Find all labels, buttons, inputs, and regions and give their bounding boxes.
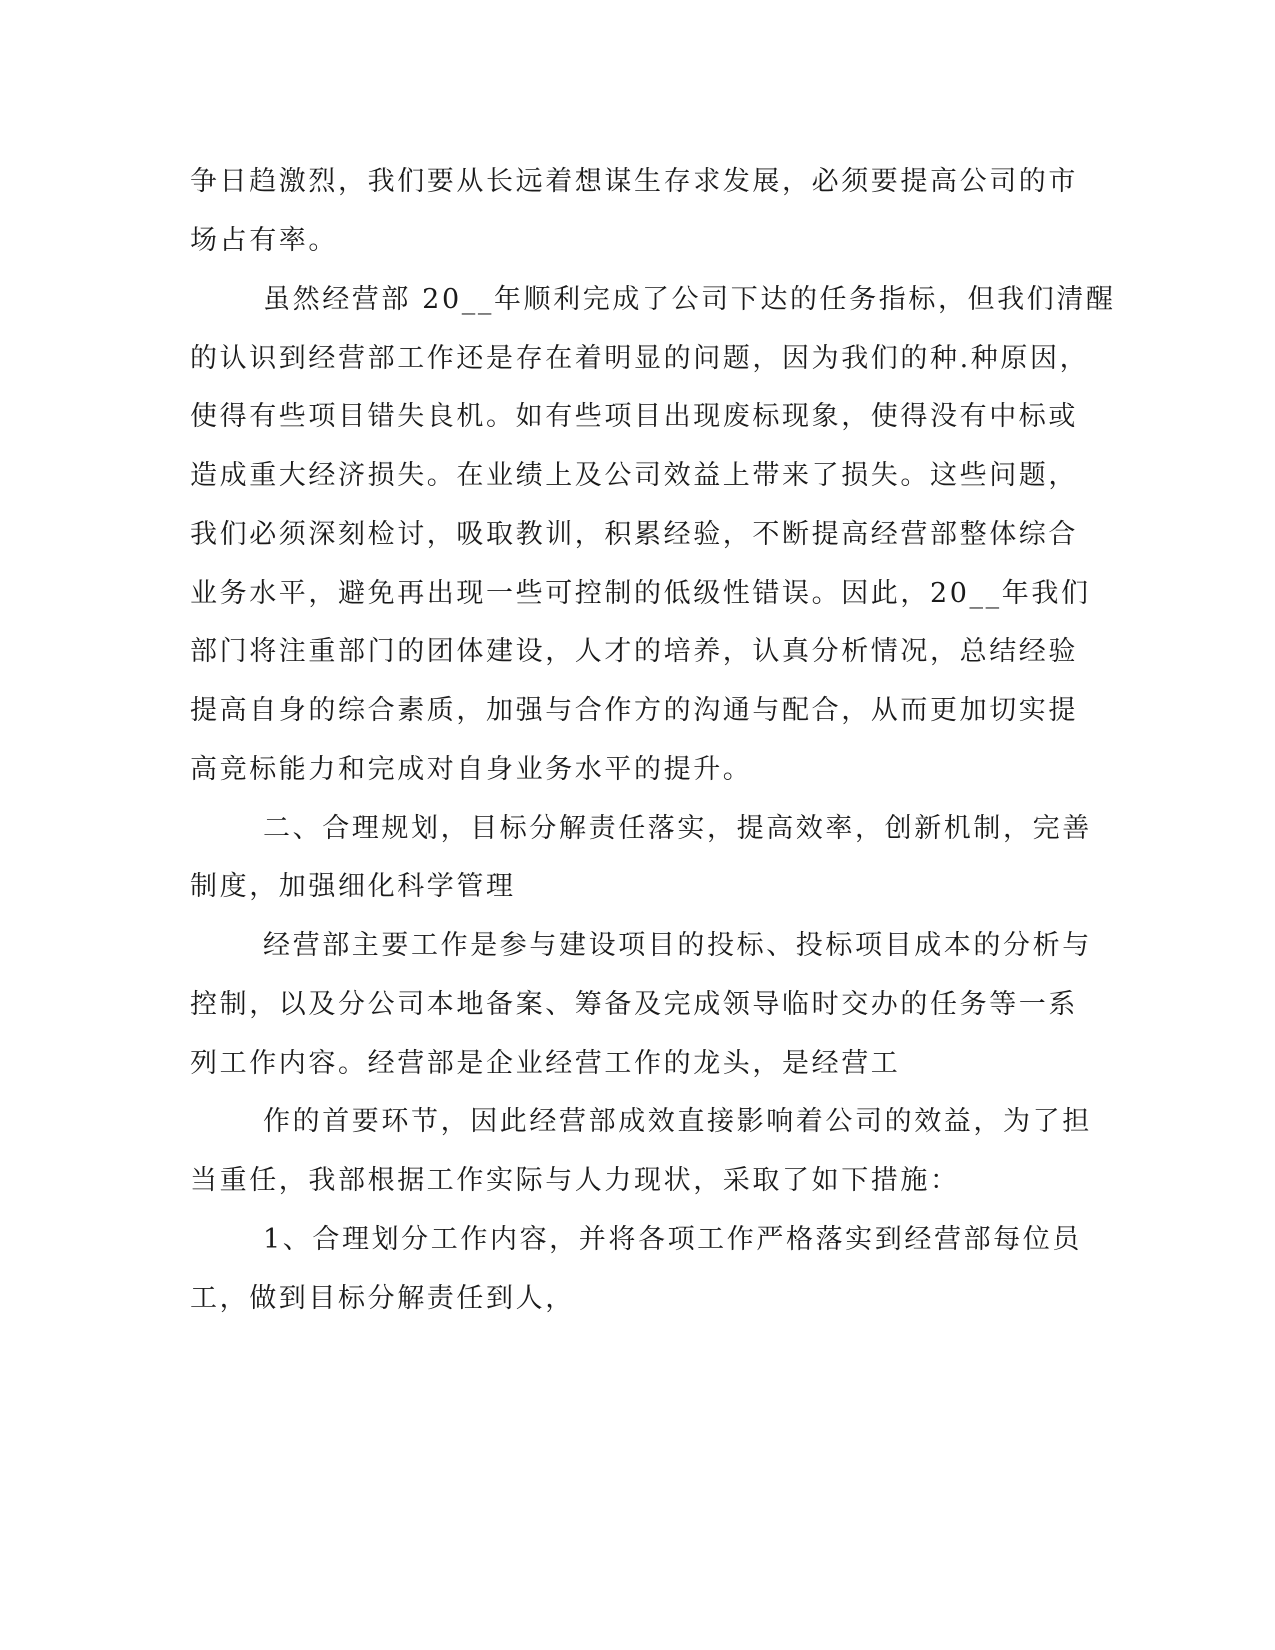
text-line: 当重任，我部根据工作实际与人力现状，采取了如下措施： [190, 1165, 960, 1196]
paragraph-start-line: 经营部主要工作是参与建设项目的投标、投标项目成本的分析与 [263, 930, 1092, 961]
text-line: 造成重大经济损失。在业绩上及公司效益上带来了损失。这些问题， [190, 460, 1078, 491]
text-line: 提高自身的综合素质，加强与合作方的沟通与配合，从而更加切实提 [190, 695, 1078, 726]
text-line: 业务水平，避免再出现一些可控制的低级性错误。因此，20__年我们 [190, 578, 1091, 609]
list-item-line: 1、合理划分工作内容，并将各项工作严格落实到经营部每位员 [263, 1224, 1082, 1255]
text-line: 争日趋激烈，我们要从长远着想谋生存求发展，必须要提高公司的市 [190, 166, 1078, 197]
paragraph-start-line: 作的首要环节，因此经营部成效直接影响着公司的效益，为了担 [263, 1106, 1092, 1137]
text-line: 高竞标能力和完成对自身业务水平的提升。 [190, 754, 753, 785]
text-line: 列工作内容。经营部是企业经营工作的龙头，是经营工 [190, 1048, 901, 1079]
text-line: 场占有率。 [190, 225, 338, 256]
paragraph-start-line: 虽然经营部 20__年顺利完成了公司下达的任务指标，但我们清醒 [263, 284, 1116, 315]
text-line: 的认识到经营部工作还是存在着明显的问题，因为我们的种.种原因， [190, 343, 1090, 374]
section-heading-line: 制度，加强细化科学管理 [190, 871, 516, 902]
text-line: 使得有些项目错失良机。如有些项目出现废标现象，使得没有中标或 [190, 401, 1078, 432]
section-heading-line: 二、合理规划，目标分解责任落实，提高效率，创新机制，完善 [263, 813, 1092, 844]
text-line: 部门将注重部门的团体建设，人才的培养，认真分析情况，总结经验 [190, 636, 1078, 667]
text-line: 我们必须深刻检讨，吸取教训，积累经验，不断提高经营部整体综合 [190, 519, 1078, 550]
text-line: 工，做到目标分解责任到人， [190, 1283, 575, 1314]
text-line: 控制，以及分公司本地备案、筹备及完成领导临时交办的任务等一系 [190, 989, 1078, 1020]
